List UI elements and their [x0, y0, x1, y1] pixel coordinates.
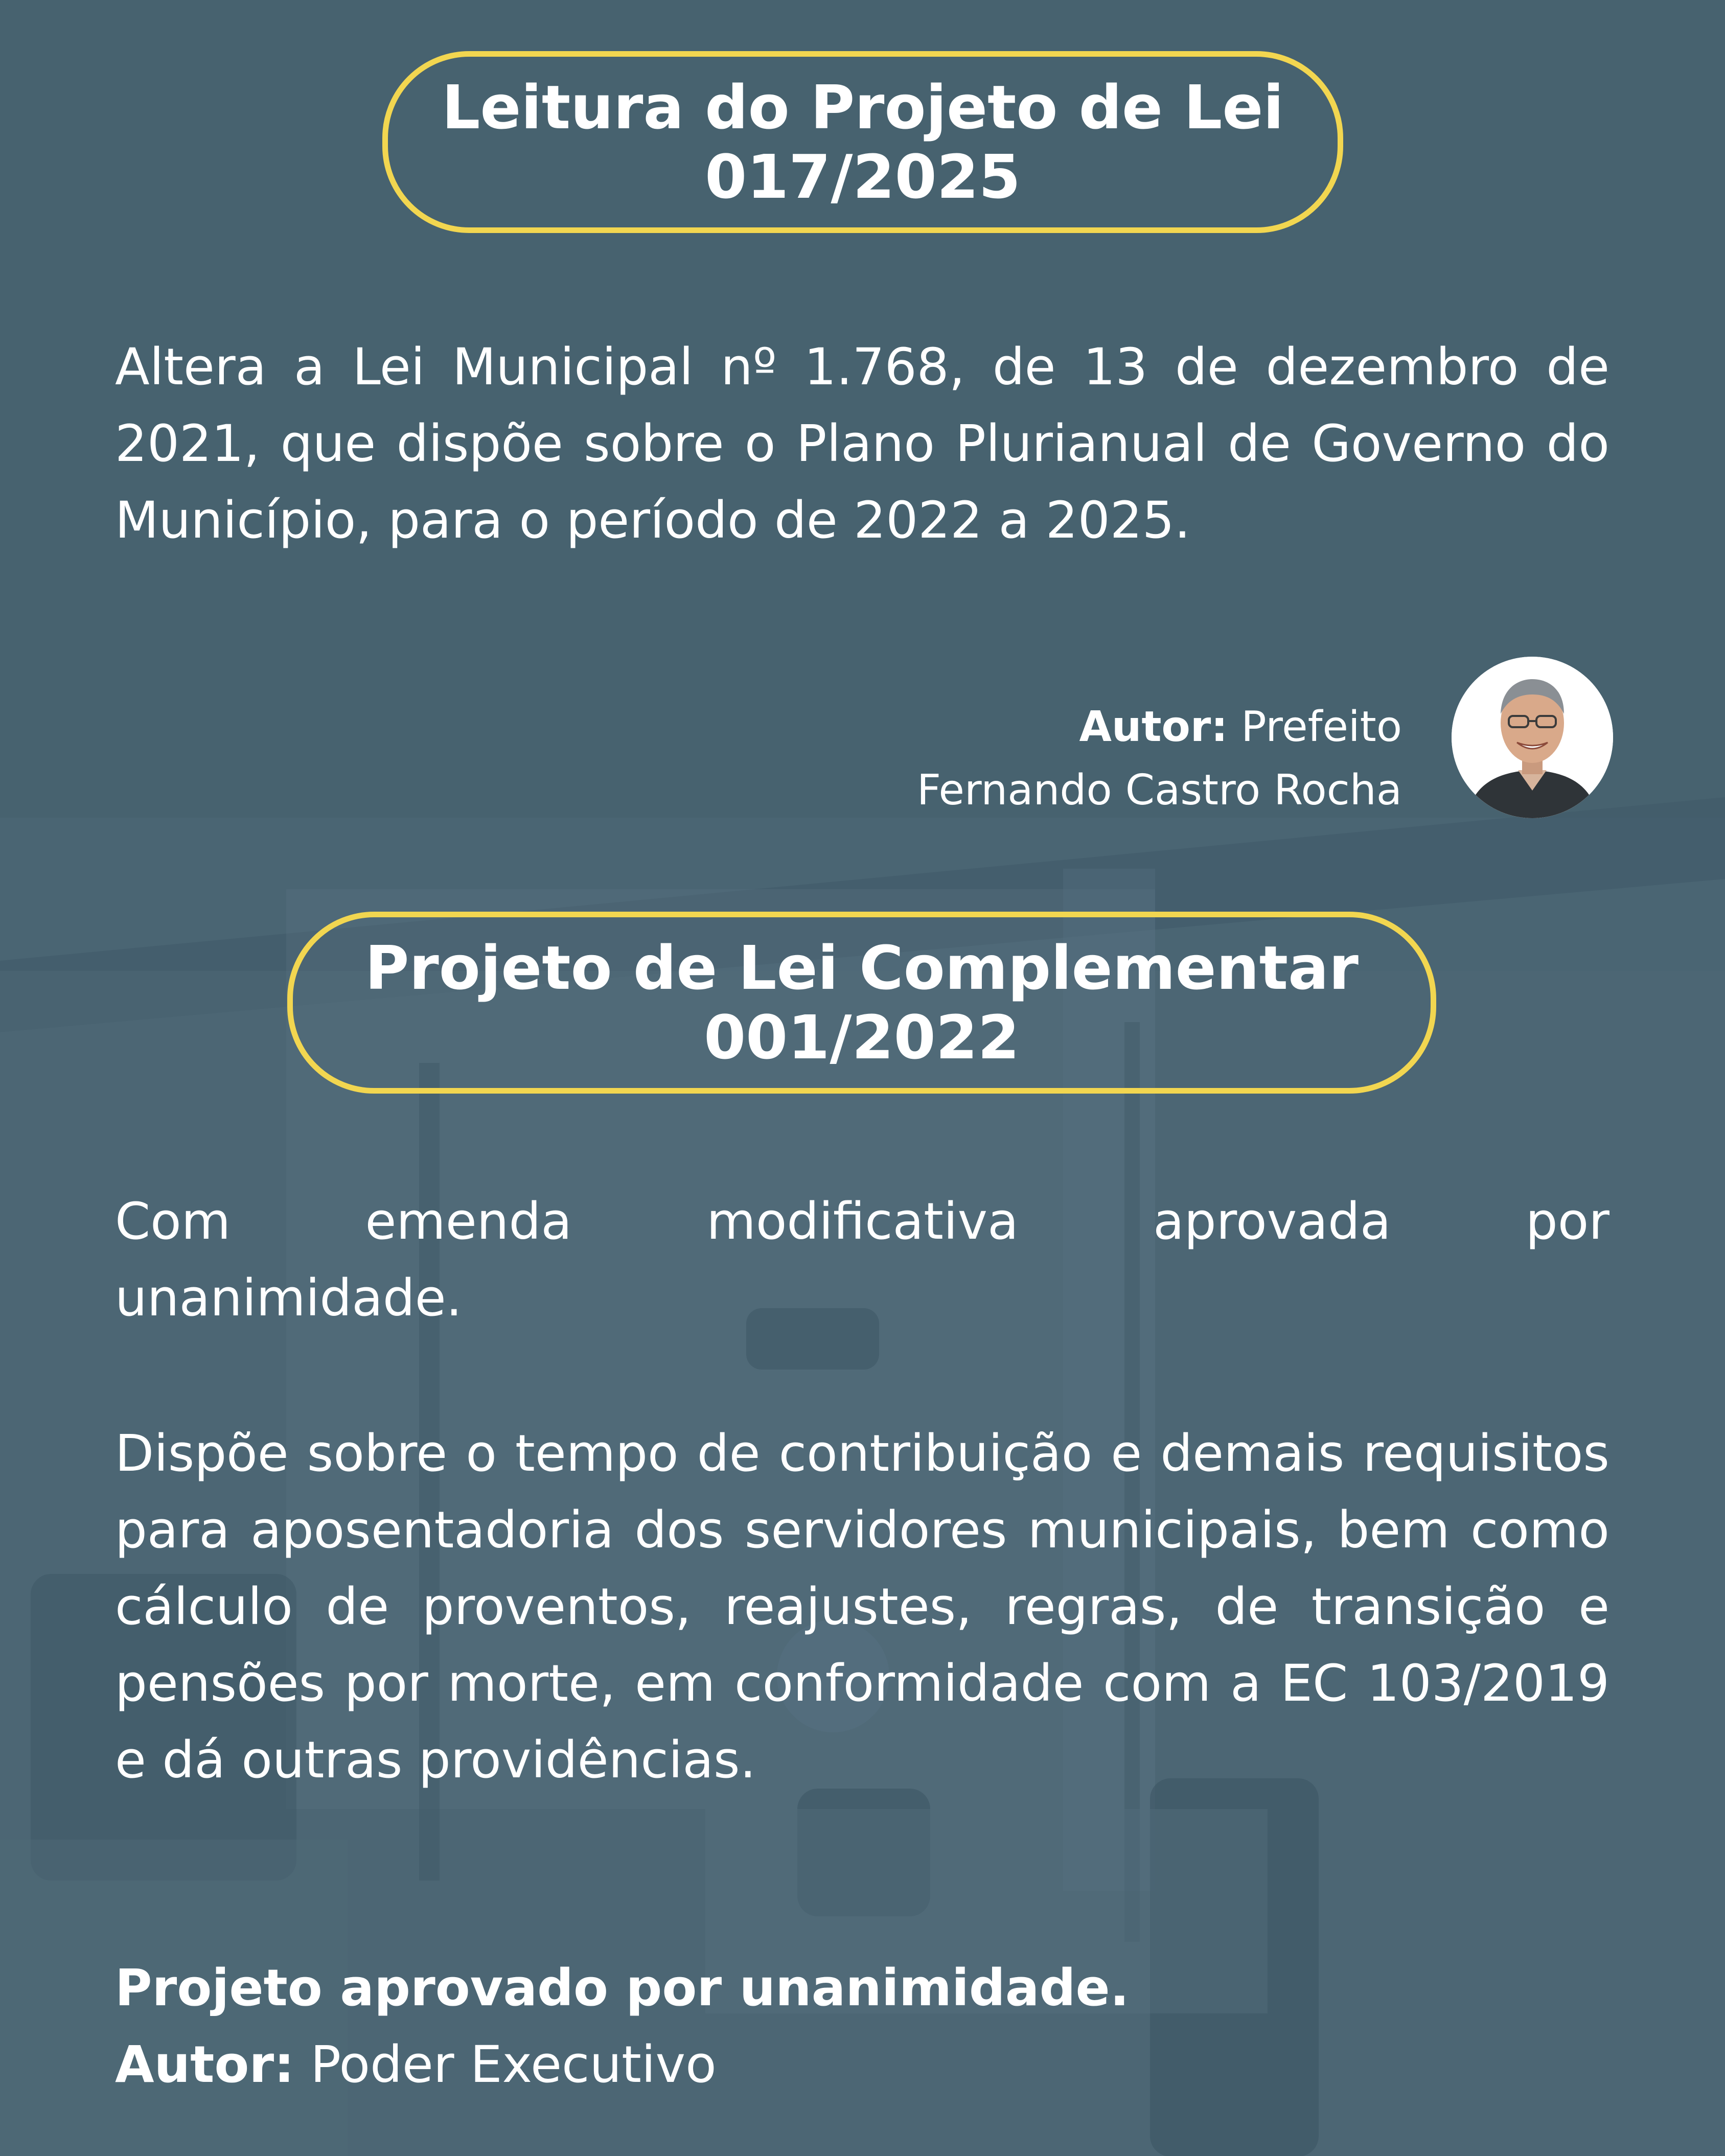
note-word: por	[1525, 1192, 1609, 1251]
section1-title-pill	[382, 51, 1343, 233]
section1-author-block	[917, 696, 1402, 822]
note-word: emenda	[365, 1192, 572, 1251]
section2-description: Dispõe sobre o tempo de contribuição e demais requisitos para aposentadoria dos servidores municipais, bem como cálculo de proventos, reajustes, regras, de transição e pensões por morte, em conformidade com a EC 103/2019 e dá outras providências.	[115, 1424, 1609, 1790]
section1-description: Altera a Lei Municipal nº 1.768, de 13 de dezembro de 2021, que dispõe sobre o Plano Plurianual de Governo do Município, para o período de 2022 a 2025.	[115, 338, 1609, 550]
author-avatar	[1452, 657, 1613, 818]
section2-author	[115, 2027, 717, 2103]
section2-note	[115, 1184, 1609, 1337]
note-word: modificativa	[706, 1192, 1019, 1251]
section2-title-pill	[287, 912, 1436, 1094]
section2-title-line1: Projeto de Lei Complementar	[365, 933, 1359, 1003]
section2-note-line2: unanimidade.	[115, 1269, 463, 1328]
section1-title-line1: Leitura do Projeto de Lei	[442, 72, 1284, 143]
section2-note-line1	[115, 1184, 1609, 1260]
section1-author-name: Fernando Castro Rocha	[916, 766, 1402, 815]
section2-status: Projeto aprovado por unanimidade.	[115, 1959, 1130, 2018]
section2-author-value: Poder Executivo	[310, 2035, 717, 2094]
section2-author-label: Autor:	[115, 2035, 294, 2094]
section1-author-role: Prefeito	[1241, 703, 1402, 751]
note-word: Com	[115, 1192, 231, 1251]
section1-author-label: Autor:	[1079, 703, 1228, 751]
note-word: aprovada	[1153, 1192, 1391, 1251]
section2-title-line2: 001/2022	[704, 1002, 1020, 1073]
section1-title-line2: 017/2025	[705, 142, 1021, 212]
